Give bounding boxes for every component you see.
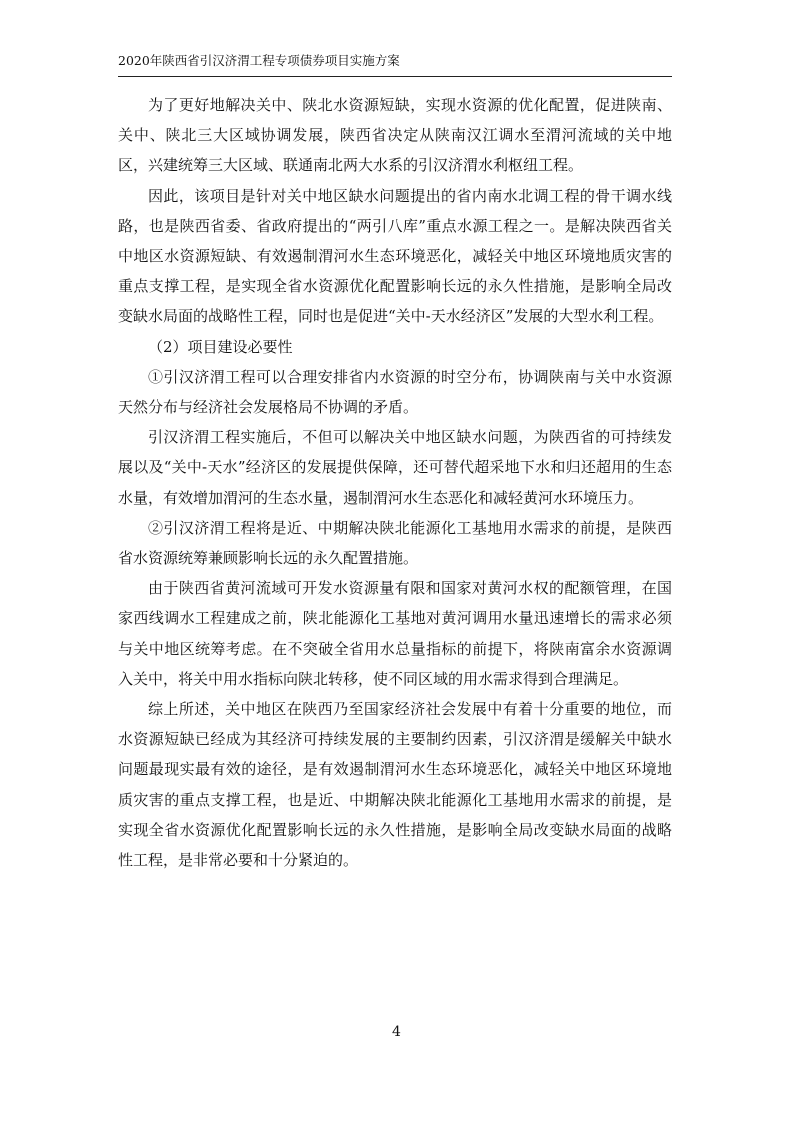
page-header xyxy=(118,48,672,77)
section-subheading-necessity: （2）项目建设必要性 xyxy=(148,337,293,356)
document-body xyxy=(118,90,672,875)
paragraph-project-role: 因此，该项目是针对关中地区缺水问题提出的省内南水北调工程的骨干调水线路，也是陕西省委、省政府提出的“两引八库”重点水源工程之一。是解决陕西省关中地区水资源短缺、有效遏制渭河水生态环境恶化，减轻关中地区环境地质灾害的重点支撑工程，是实现全省水资源优化配置影响长远的永久性措施，是影响全局改变缺水局面的战略性工程，同时也是促进“关中-天水经济区”发展的大型水利工程。 xyxy=(118,186,672,326)
paragraph-point-one: ①引汉济渭工程可以合理安排省内水资源的时空分布，协调陕南与关中水资源天然分布与经济社会发展格局不协调的矛盾。 xyxy=(118,367,672,417)
paragraph-summary: 综上所述，关中地区在陕西乃至国家经济社会发展中有着十分重要的地位，而水资源短缺已经成为其经济可持续发展的主要制约因素，引汉济渭是缓解关中缺水问题最现实最有效的途径，是有效遏制渭河水生态环境恶化，减轻关中地区环境地质灾害的重点支撑工程，也是近、中期解决陕北能源化工基地用水需求的前提，是实现全省水资源优化配置影响长远的永久性措施，是影响全局改变缺水局面的战略性工程，是非常必要和十分紧迫的。 xyxy=(118,700,672,870)
page-number: 4 xyxy=(392,1024,401,1040)
paragraph-point-two: ②引汉济渭工程将是近、中期解决陕北能源化工基地用水需求的前提，是陕西省水资源统筹兼顾影响长远的永久配置措施。 xyxy=(118,518,672,568)
paragraph-background: 为了更好地解决关中、陕北水资源短缺，实现水资源的优化配置，促进陕南、关中、陕北三大区域协调发展，陕西省决定从陕南汉江调水至渭河流域的关中地区，兴建统筹三大区域、联通南北两大水系的引汉济渭水利枢纽工程。 xyxy=(118,96,672,175)
paragraph-point-two-detail: 由于陕西省黄河流域可开发水资源量有限和国家对黄河水权的配额管理，在国家西线调水工程建成之前，陕北能源化工基地对黄河调用水量迅速增长的需求必须与关中地区统筹考虑。在不突破全省用水总量指标的前提下，将陕南富余水资源调入关中，将关中用水指标向陕北转移，使不同区域的用水需求得到合理满足。 xyxy=(118,579,672,688)
paragraph-point-one-detail: 引汉济渭工程实施后，不但可以解决关中地区缺水问题，为陕西省的可持续发展以及“关中-天水”经济区的发展提供保障，还可替代超采地下水和归还超用的生态水量，有效增加渭河的生态水量，遏制渭河水生态恶化和减轻黄河水环境压力。 xyxy=(118,428,672,507)
header-title: 2020年陕西省引汉济渭工程专项债券项目实施方案 xyxy=(118,53,400,68)
